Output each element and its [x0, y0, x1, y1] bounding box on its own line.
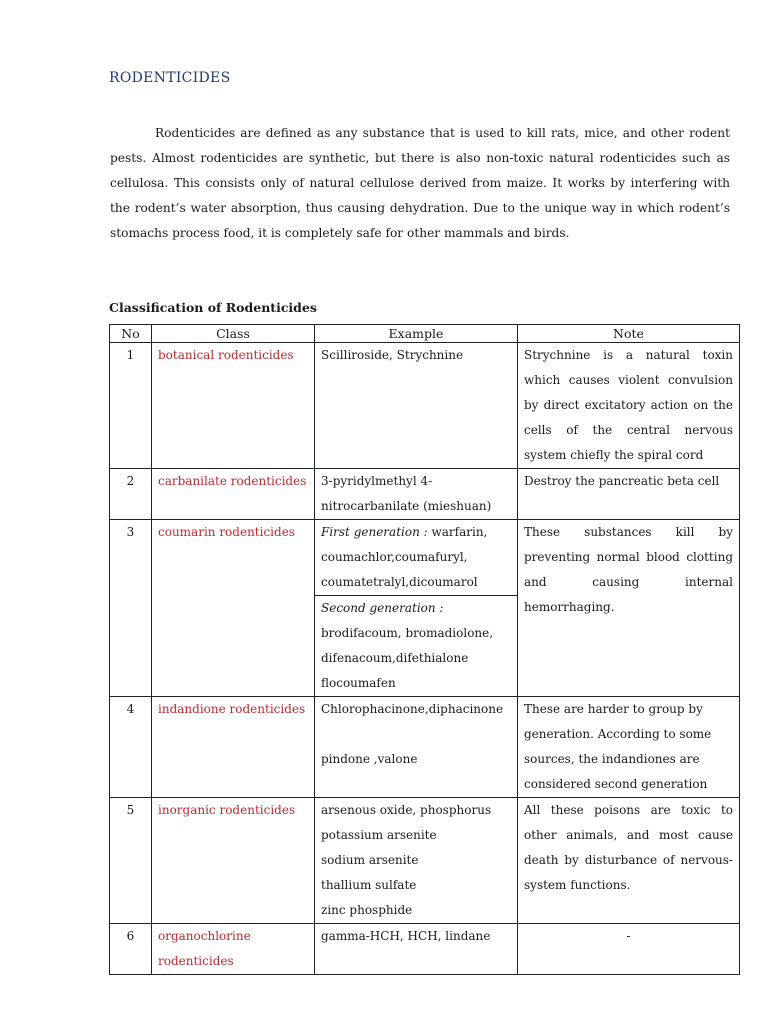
row-note: Destroy the pancreatic beta cell [518, 469, 740, 520]
example-first-generation [315, 520, 517, 596]
row-example [315, 798, 518, 924]
second-generation-label: Second generation : [321, 601, 444, 615]
row-example: 3-pyridylmethyl 4-nitrocarbanilate (mieshuan) [315, 469, 518, 520]
first-generation-label: First generation : [321, 525, 428, 539]
row-class: botanical rodenticides [152, 343, 315, 469]
row-class: indandione rodenticides [152, 697, 315, 798]
second-generation-list: brodifacoum, bromadiolone, difenacoum,difethialone flocoumafen [321, 626, 494, 690]
row-note: All these poisons are toxic to other animals, and most cause death by disturbance of nervous-system functions. [518, 798, 740, 924]
row-number: 2 [110, 469, 152, 520]
row-note: - [518, 924, 740, 975]
row-class: organochlorine rodenticides [152, 924, 315, 975]
table-row [110, 343, 740, 469]
table-row [110, 520, 740, 697]
column-header-class: Class [152, 325, 315, 343]
example-line: pindone ,valone [321, 752, 418, 766]
table-row [110, 697, 740, 798]
row-class: carbanilate rodenticides [152, 469, 315, 520]
row-number: 5 [110, 798, 152, 924]
row-number: 1 [110, 343, 152, 469]
column-header-no: No [110, 325, 152, 343]
row-number: 3 [110, 520, 152, 697]
example-line: thallium sulfate [321, 878, 417, 892]
example-line: potassium arsenite [321, 828, 437, 842]
row-note: These are harder to group by generation. According to some sources, the indandiones are considered second generation [518, 697, 740, 798]
table-row [110, 924, 740, 975]
first-generation-list: warfarin, coumachlor,coumafuryl, coumatetralyl,dicoumarol [321, 525, 488, 589]
table-row [110, 798, 740, 924]
table-header-row [110, 325, 740, 343]
example-line: arsenous oxide, phosphorus [321, 803, 492, 817]
example-second-generation [315, 596, 517, 696]
example-line: Chlorophacinone,diphacinone [321, 702, 504, 716]
column-header-example: Example [315, 325, 518, 343]
column-header-note: Note [518, 325, 740, 343]
example-line: sodium arsenite [321, 853, 419, 867]
row-number: 6 [110, 924, 152, 975]
row-note: These substances kill by preventing normal blood clotting and causing internal hemorrhaging. [518, 520, 740, 697]
row-class: inorganic rodenticides [152, 798, 315, 924]
table-row [110, 469, 740, 520]
row-note: Strychnine is a natural toxin which causes violent convulsion by direct excitatory action on the cells of the central nervous system chiefly the spiral cord [518, 343, 740, 469]
row-example [315, 697, 518, 798]
table-title: Classification of Rodenticides [109, 300, 317, 315]
row-example [315, 520, 518, 697]
row-class: coumarin rodenticides [152, 520, 315, 697]
row-example: Scilliroside, Strychnine [315, 343, 518, 469]
row-example: gamma-HCH, HCH, lindane [315, 924, 518, 975]
page-heading: RODENTICIDES [109, 70, 231, 86]
row-number: 4 [110, 697, 152, 798]
intro-paragraph: Rodenticides are defined as any substance that is used to kill rats, mice, and other rodent pests. Almost rodenticides are synthetic, but there is also non-toxic natural rodenticides such as cellulosa. This consists only of natural cellulose derived from maize. It works by interfering with the rodent’s water absorption, thus causing dehydration. Due to the unique way in which rodent’s stomachs process food, it is completely safe for other mammals and birds. [110, 126, 730, 240]
classification-table [109, 324, 740, 975]
example-line: zinc phosphide [321, 903, 413, 917]
